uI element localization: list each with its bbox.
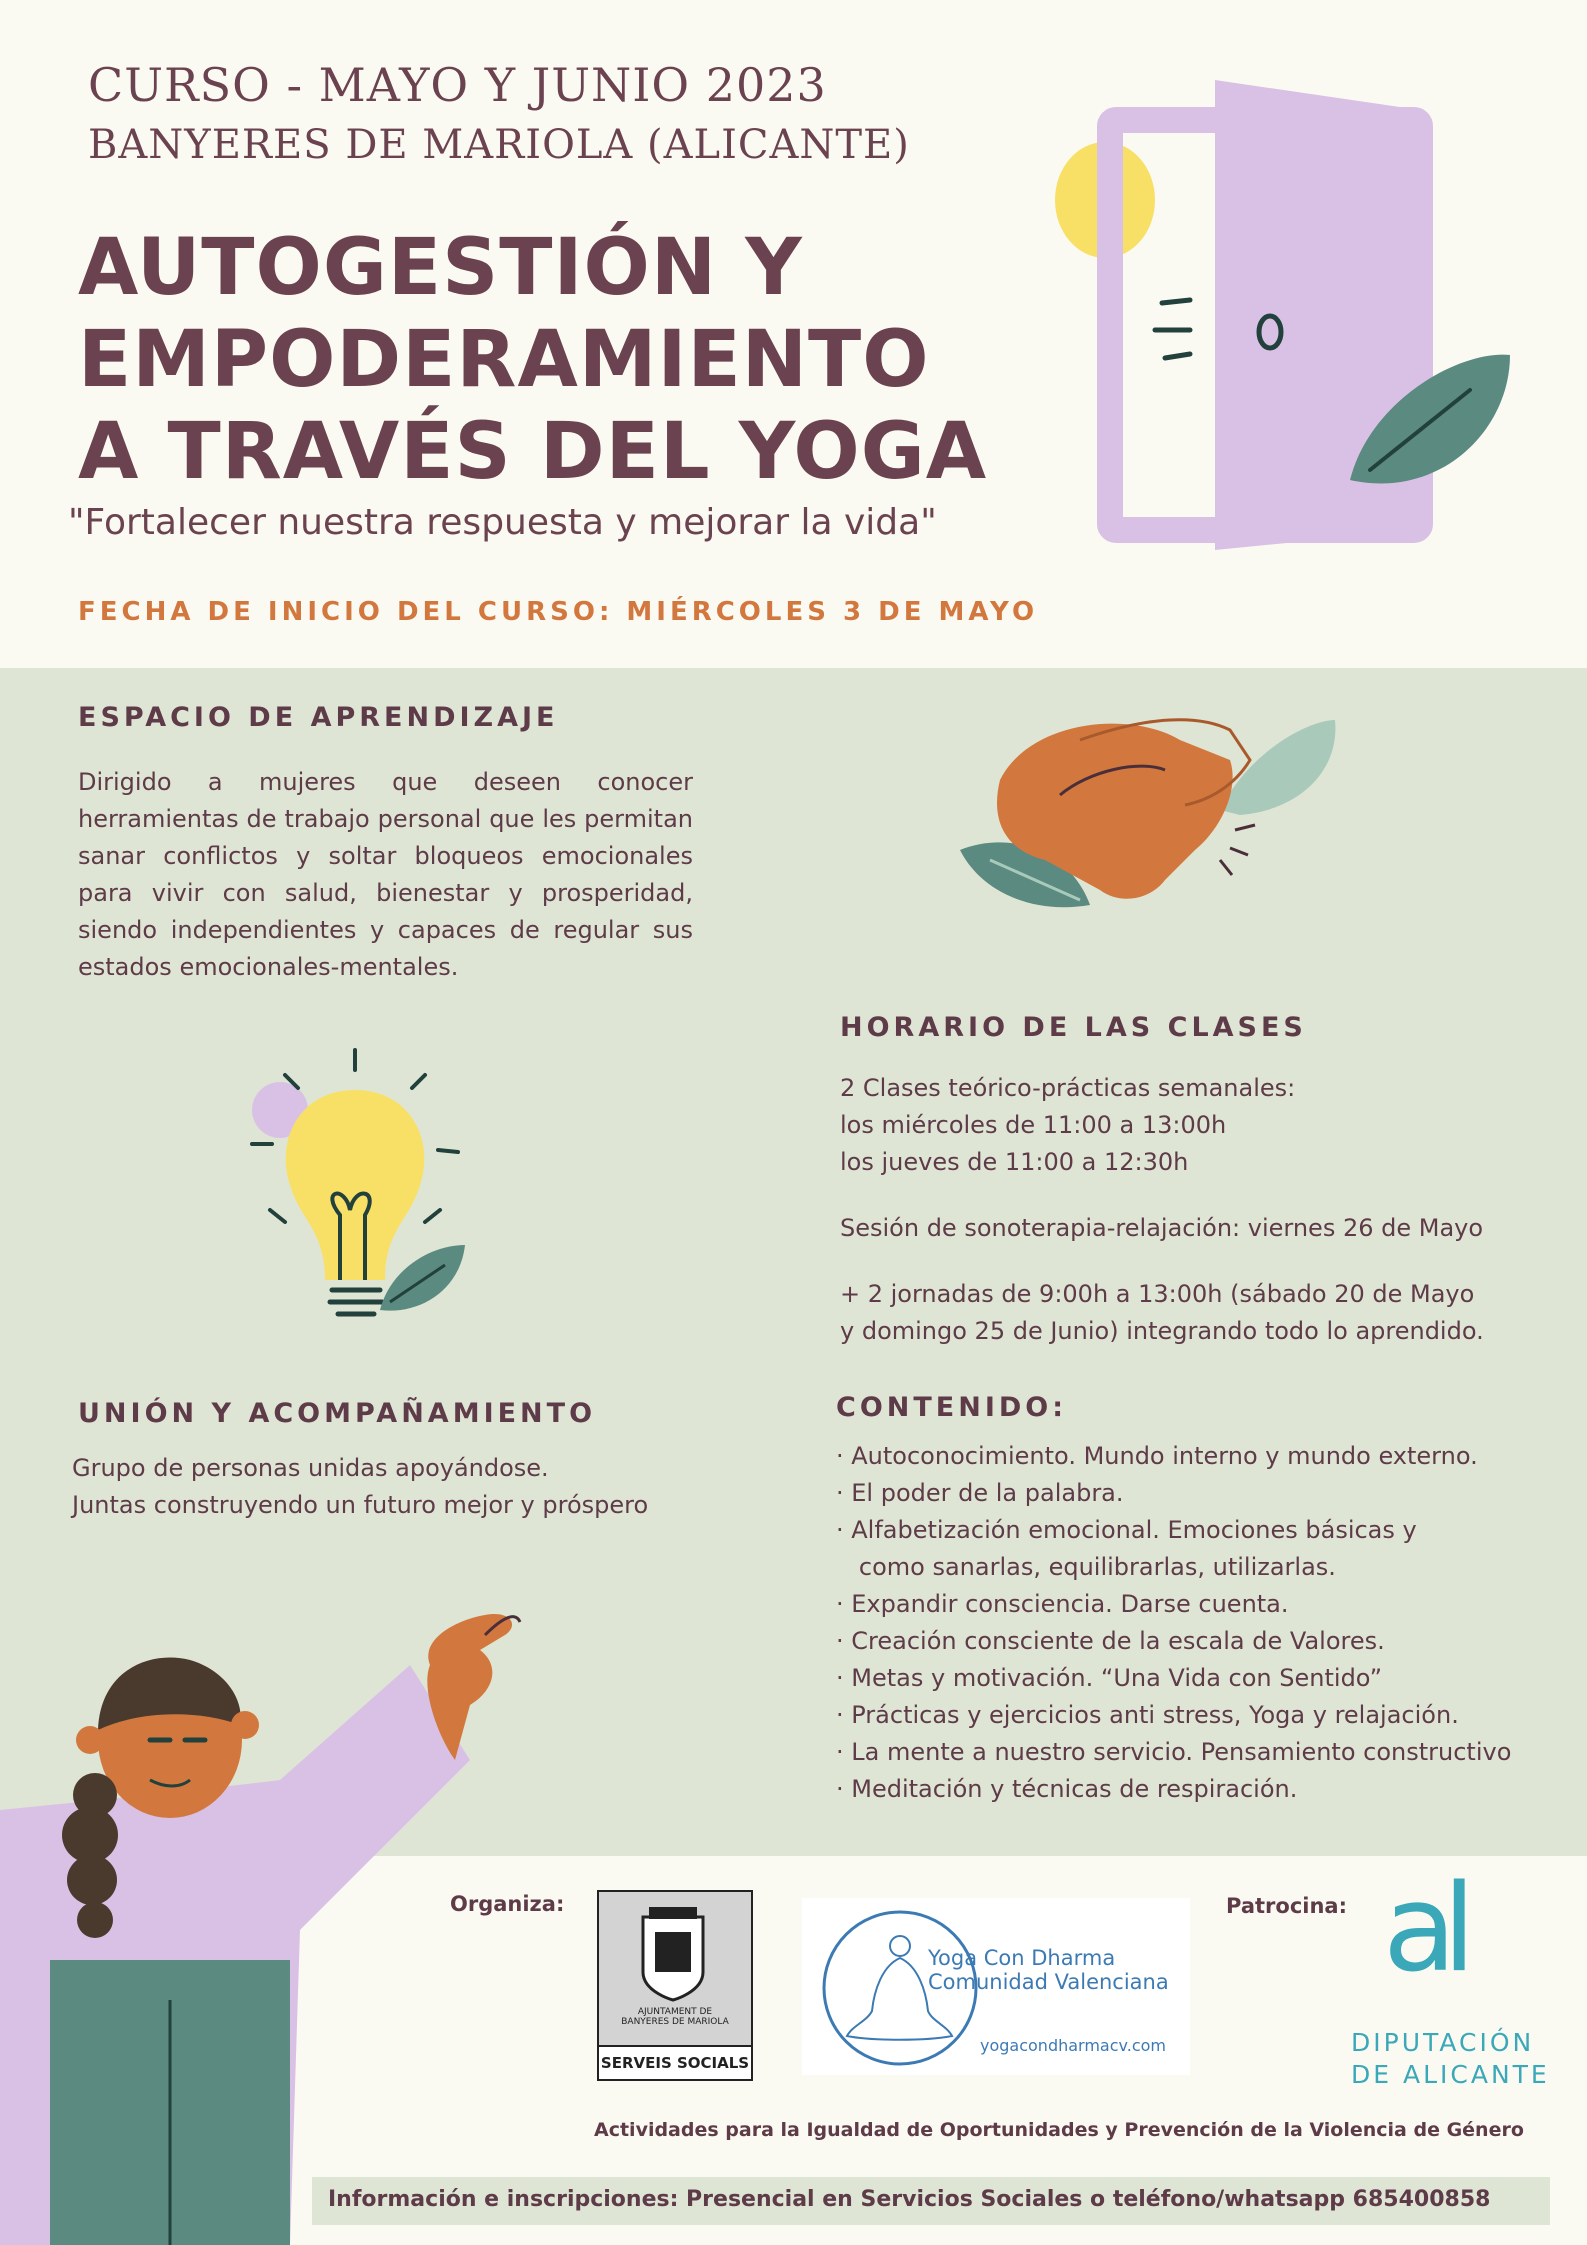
schedule-line: Sesión de sonoterapia-relajación: viernes 26 de Mayo [840, 1214, 1484, 1242]
lightbulb-illustration [240, 1040, 470, 1330]
learning-line: para vivir con salud, bienestar y prosperidad, [78, 879, 693, 907]
content-heading: CONTENIDO: [836, 1392, 1068, 1423]
handshake-illustration [950, 700, 1350, 930]
door-illustration [1040, 60, 1520, 560]
union-line: Juntas construyendo un futuro mejor y próspero [72, 1491, 649, 1519]
content-item: como sanarlas, equilibrarlas, utilizarlas. [836, 1553, 1336, 1581]
location-line: BANYERES DE MARIOLA (ALICANTE) [88, 122, 910, 168]
yoga-name-2: Comunidad Valenciana [928, 1970, 1169, 1994]
content-item: · Creación consciente de la escala de Valores. [836, 1627, 1385, 1655]
page-title [78, 222, 987, 498]
content-item: · Expandir consciencia. Darse cuenta. [836, 1590, 1289, 1618]
activities-note: Actividades para la Igualdad de Oportunidades y Prevención de la Violencia de Género [594, 2119, 1524, 2141]
title-line-1: AUTOGESTIÓN Y [78, 223, 803, 313]
serveis-socials: SERVEIS SOCIALS [599, 2045, 751, 2079]
schedule-heading: HORARIO DE LAS CLASES [840, 1012, 1307, 1043]
ajuntament-name-2: BANYERES DE MARIOLA [621, 2017, 729, 2027]
yoga-name-1: Yoga Con Dharma [928, 1946, 1116, 1970]
learning-line: estados emocionales-mentales. [78, 953, 459, 981]
content-item: · Autoconocimiento. Mundo interno y mundo externo. [836, 1442, 1478, 1470]
start-date: FECHA DE INICIO DEL CURSO: MIÉRCOLES 3 DE MAYO [78, 597, 1039, 627]
title-line-2: EMPODERAMIENTO [78, 315, 930, 405]
content-item: · Meditación y técnicas de respiración. [836, 1775, 1298, 1803]
learning-line: siendo independientes y capaces de regular sus [78, 916, 693, 944]
content-item: · Prácticas y ejercicios anti stress, Yoga y relajación. [836, 1701, 1459, 1729]
learning-line: herramientas de trabajo personal que les permitan [78, 805, 693, 833]
union-text [72, 1450, 648, 1524]
course-line: CURSO - MAYO Y JUNIO 2023 [88, 58, 827, 112]
union-heading: UNIÓN Y ACOMPAÑAMIENTO [78, 1398, 597, 1429]
patrocina-label: Patrocina: [1226, 1894, 1347, 1918]
schedule-line: los jueves de 11:00 a 12:30h [840, 1148, 1189, 1176]
schedule-line: + 2 jornadas de 9:00h a 13:00h (sábado 20 de Mayo [840, 1280, 1475, 1308]
schedule-line: y domingo 25 de Junio) integrando todo lo aprendido. [840, 1317, 1484, 1345]
organiza-label: Organiza: [450, 1892, 565, 1916]
diputacion-logo-mark: al [1383, 1860, 1462, 1999]
learning-heading: ESPACIO DE APRENDIZAJE [78, 702, 559, 733]
title-line-3: A TRAVÉS DEL YOGA [78, 407, 988, 497]
diputacion-name-2: DE ALICANTE [1351, 2060, 1550, 2089]
learning-line: sanar conflictos y soltar bloqueos emocionales [78, 842, 693, 870]
schedule-line: 2 Clases teórico-prácticas semanales: [840, 1074, 1296, 1102]
schedule-line: los miércoles de 11:00 a 13:00h [840, 1111, 1227, 1139]
learning-line: Dirigido a mujeres que deseen conocer [78, 768, 693, 796]
content-item: · Metas y motivación. “Una Vida con Sentido” [836, 1664, 1383, 1692]
woman-illustration [0, 1610, 560, 2245]
learning-text [78, 764, 693, 986]
ajuntament-name-1: AJUNTAMENT DE [637, 2007, 713, 2017]
union-line: Grupo de personas unidas apoyándose. [72, 1454, 549, 1482]
ajuntament-logo [597, 1890, 753, 2081]
subtitle: "Fortalecer nuestra respuesta y mejorar la vida" [68, 502, 937, 543]
content-item: · El poder de la palabra. [836, 1479, 1124, 1507]
coat-of-arms-icon [599, 1892, 747, 2007]
content-item: · La mente a nuestro servicio. Pensamiento constructivo [836, 1738, 1512, 1766]
content-list [836, 1438, 1511, 1808]
yoga-con-dharma-logo [802, 1898, 1190, 2075]
yoga-url: yogacondharmacv.com [980, 2036, 1167, 2055]
schedule-text [840, 1070, 1560, 1350]
diputacion-name-1: DIPUTACIÓN [1351, 2028, 1535, 2057]
info-text: Información e inscripciones: Presencial en Servicios Sociales o teléfono/whatsapp 685400858 [328, 2187, 1491, 2212]
content-item: · Alfabetización emocional. Emociones básicas y [836, 1516, 1417, 1544]
